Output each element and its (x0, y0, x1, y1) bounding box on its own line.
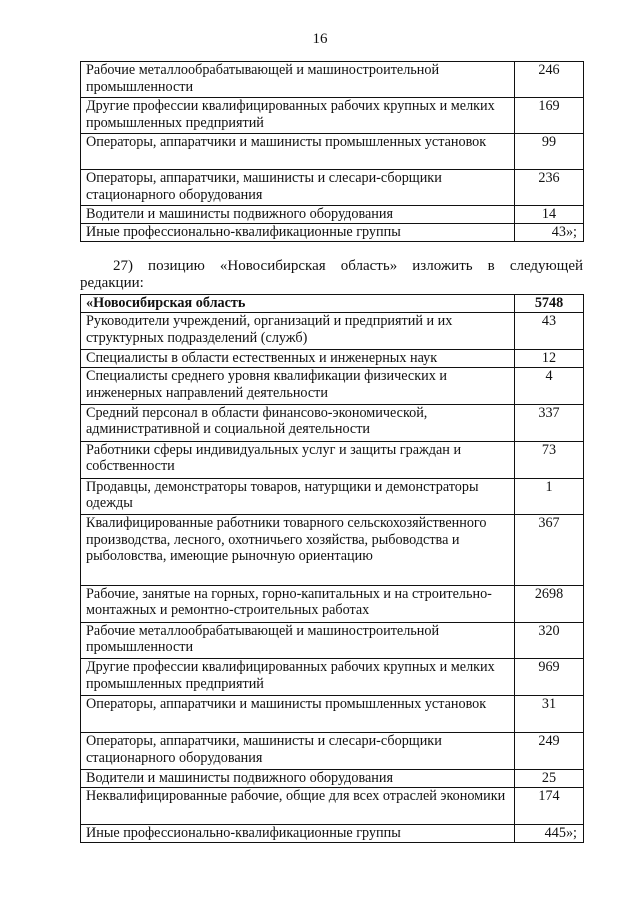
table-row (81, 404, 584, 441)
region-total: 5748 (515, 295, 584, 313)
row-label: Иные профессионально-квалификационные группы (81, 824, 515, 842)
row-label: Водители и машинисты подвижного оборудования (81, 769, 515, 787)
table-row (81, 478, 584, 515)
row-label: Квалифицированные работники товарного сельскохозяйственного производства, лесного, охотничьего хозяйства, рыбоводства и рыболовства, имеющие рыночную ориентацию (81, 515, 515, 586)
table-row (81, 441, 584, 478)
row-value: 2698 (515, 585, 584, 622)
row-value: 99 (515, 134, 584, 170)
table-row (81, 134, 584, 170)
table-row (81, 769, 584, 787)
row-label: Неквалифицированные рабочие, общие для всех отраслей экономики (81, 788, 515, 825)
table-row (81, 368, 584, 405)
row-value: 445»; (515, 824, 584, 842)
region-name: «Новосибирская область (81, 295, 515, 313)
row-label: Водители и машинисты подвижного оборудования (81, 206, 515, 224)
row-label: Операторы, аппаратчики и машинисты промышленных установок (81, 696, 515, 733)
clause-line-1: 27) позицию «Новосибирская область» изложить в следующей (113, 258, 583, 274)
table-row (81, 206, 584, 224)
row-value: 25 (515, 769, 584, 787)
row-value: 31 (515, 696, 584, 733)
row-label: Операторы, аппаратчики и машинисты промышленных установок (81, 134, 515, 170)
row-value: 246 (515, 62, 584, 98)
row-label: Руководители учреждений, организаций и предприятий и их структурных подразделений (служб) (81, 313, 515, 350)
row-label: Специалисты в области естественных и инженерных наук (81, 349, 515, 367)
row-value: 14 (515, 206, 584, 224)
table-header-row (81, 295, 584, 313)
row-value: 73 (515, 441, 584, 478)
table-row (81, 733, 584, 770)
page-number: 16 (312, 31, 328, 47)
table-row (81, 824, 584, 842)
novosibirsk-table (80, 294, 584, 843)
table-row (81, 170, 584, 206)
clause-line-2: редакции: (80, 275, 144, 291)
table-row (81, 585, 584, 622)
row-value: 12 (515, 349, 584, 367)
row-label: Продавцы, демонстраторы товаров, натурщики и демонстраторы одежды (81, 478, 515, 515)
table-row (81, 515, 584, 586)
amendment-clause (80, 258, 583, 292)
row-value: 4 (515, 368, 584, 405)
table-row (81, 313, 584, 350)
row-label: Другие профессии квалифицированных рабочих крупных и мелких промышленных предприятий (81, 659, 515, 696)
table-row (81, 788, 584, 825)
row-label: Иные профессионально-квалификационные группы (81, 224, 515, 242)
row-label: Средний персонал в области финансово-экономической, административной и социальной деятельности (81, 404, 515, 441)
row-label: Рабочие металлообрабатывающей и машиностроительной промышленности (81, 62, 515, 98)
row-label: Работники сферы индивидуальных услуг и защиты граждан и собственности (81, 441, 515, 478)
row-label: Специалисты среднего уровня квалификации физических и инженерных направлений деятельности (81, 368, 515, 405)
row-label: Рабочие, занятые на горных, горно-капитальных и на строительно-монтажных и ремонтно-строительных работах (81, 585, 515, 622)
row-value: 337 (515, 404, 584, 441)
table-row (81, 349, 584, 367)
table-row (81, 224, 584, 242)
row-value: 43»; (515, 224, 584, 242)
row-value: 249 (515, 733, 584, 770)
row-label: Другие профессии квалифицированных рабочих крупных и мелких промышленных предприятий (81, 98, 515, 134)
table-row (81, 659, 584, 696)
row-value: 43 (515, 313, 584, 350)
row-value: 174 (515, 788, 584, 825)
row-value: 236 (515, 170, 584, 206)
row-value: 969 (515, 659, 584, 696)
row-label: Операторы, аппаратчики, машинисты и слесари-сборщики стационарного оборудования (81, 170, 515, 206)
table-row (81, 98, 584, 134)
row-value: 1 (515, 478, 584, 515)
table-row (81, 62, 584, 98)
row-value: 367 (515, 515, 584, 586)
row-value: 169 (515, 98, 584, 134)
row-label: Рабочие металлообрабатывающей и машиностроительной промышленности (81, 622, 515, 659)
top-table (80, 61, 584, 242)
row-label: Операторы, аппаратчики, машинисты и слесари-сборщики стационарного оборудования (81, 733, 515, 770)
table-row (81, 696, 584, 733)
row-value: 320 (515, 622, 584, 659)
table-row (81, 622, 584, 659)
